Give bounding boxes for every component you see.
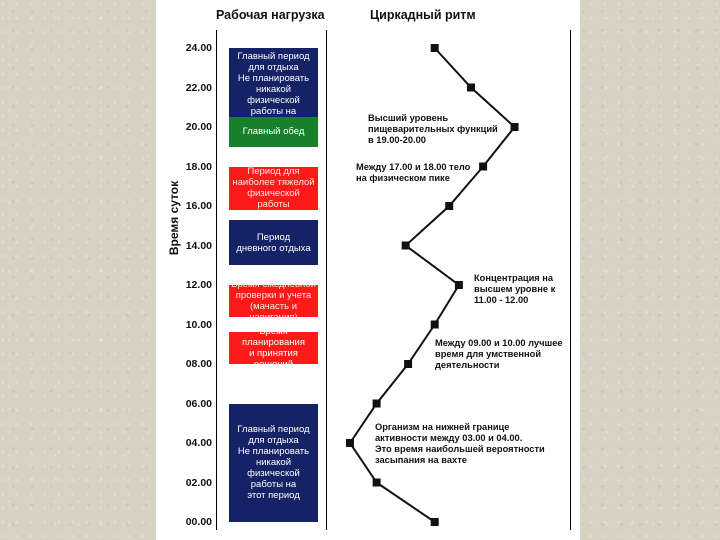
time-tick: 24.00 xyxy=(185,42,212,54)
annotation-digestion: Высший уровень пищеварительных функций в 19.00-20.00 xyxy=(368,113,498,145)
annotation-concentration: Концентрация на высшем уровне к 11.00 - 12.00 xyxy=(474,273,556,305)
time-tick: 20.00 xyxy=(185,121,212,133)
data-point xyxy=(455,281,463,289)
time-tick: 10.00 xyxy=(185,318,212,331)
block-heavy-work: Период для наиболее тяжелой физической работы xyxy=(229,167,318,210)
data-point xyxy=(346,439,354,447)
block-main-lunch: Главный обед xyxy=(229,117,318,147)
time-tick: 14.00 xyxy=(185,239,212,252)
time-tick: 08.00 xyxy=(185,358,212,370)
block-planning: Время планирования и принятия решений xyxy=(229,332,318,364)
annotation-low-activity: Организм на нижней границе активности между 03.00 и 04.00. Это время наибольшей вероятности засыпания на вахте xyxy=(375,422,545,465)
data-point xyxy=(431,44,439,52)
axis-title: Время суток xyxy=(167,180,181,256)
block-rest-night: Главный период для отдыха Не планировать никакой физической работы на этот период xyxy=(229,404,318,523)
data-point xyxy=(467,84,475,92)
time-tick: 16.00 xyxy=(185,200,212,212)
time-tick: 22.00 xyxy=(185,81,212,94)
annotation-physical-peak: Между 17.00 и 18.00 тело на физическом пике xyxy=(356,162,471,183)
time-tick: 06.00 xyxy=(185,397,212,410)
data-point xyxy=(404,360,412,368)
time-tick: 00.00 xyxy=(185,516,212,528)
block-rest-evening: Главный период для отдыха Не планировать никакой физической работы на xyxy=(229,48,318,131)
data-point xyxy=(373,479,381,487)
circadian-header: Циркадный ритм xyxy=(370,8,476,22)
time-tick: 02.00 xyxy=(185,476,212,489)
workload-header: Рабочая нагрузка xyxy=(216,8,325,22)
block-daytime-rest: Период дневного отдыха xyxy=(229,220,318,265)
data-point xyxy=(511,123,519,131)
slide xyxy=(156,0,580,540)
time-tick: 12.00 xyxy=(185,279,212,291)
time-tick: 04.00 xyxy=(185,437,212,449)
data-point xyxy=(402,242,410,250)
data-point xyxy=(431,518,439,526)
annotation-mental: Между 09.00 и 10.00 лучшее время для умственной деятельности xyxy=(435,338,563,370)
time-tick: 18.00 xyxy=(185,160,212,173)
data-point xyxy=(431,321,439,329)
data-point xyxy=(445,202,453,210)
data-point xyxy=(479,163,487,171)
data-point xyxy=(373,400,381,408)
block-daily-check: Время ежедневной проверки и учета (мачасть и навигация) xyxy=(229,285,318,317)
